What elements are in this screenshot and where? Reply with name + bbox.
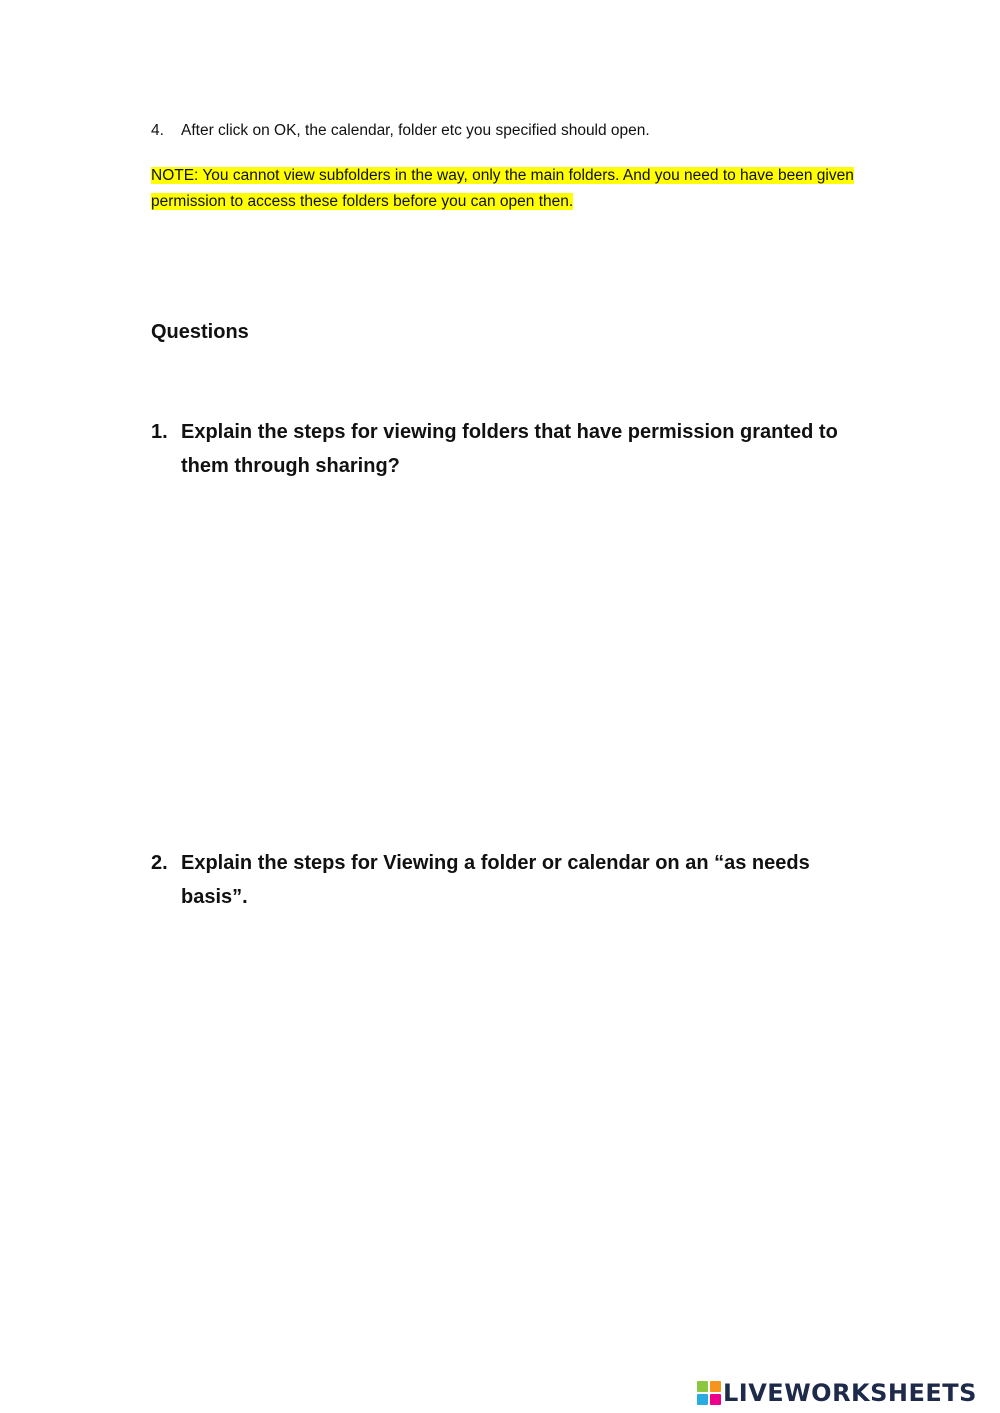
question-text: Explain the steps for viewing folders that have permission granted to them through sharing? xyxy=(181,421,838,477)
liveworksheets-brand xyxy=(697,1376,977,1410)
question-number: 2. xyxy=(151,852,168,874)
step-number: 4. xyxy=(151,122,164,139)
step-text: After click on OK, the calendar, folder etc you specified should open. xyxy=(181,122,650,139)
questions-heading: Questions xyxy=(151,321,249,343)
step-item xyxy=(151,121,650,141)
note-paragraph xyxy=(151,163,891,215)
question-2 xyxy=(151,846,871,914)
highlighted-note: NOTE: You cannot view subfolders in the way, only the main folders. And you need to have been given permission to access these folders before you can open then. xyxy=(151,167,854,210)
question-text: Explain the steps for Viewing a folder or calendar on an “as needs basis”. xyxy=(181,852,810,908)
question-number: 1. xyxy=(151,421,168,443)
brand-text: LIVEWORKSHEETS xyxy=(723,1379,977,1407)
question-1 xyxy=(151,415,871,483)
liveworksheets-logo-icon xyxy=(697,1380,721,1406)
